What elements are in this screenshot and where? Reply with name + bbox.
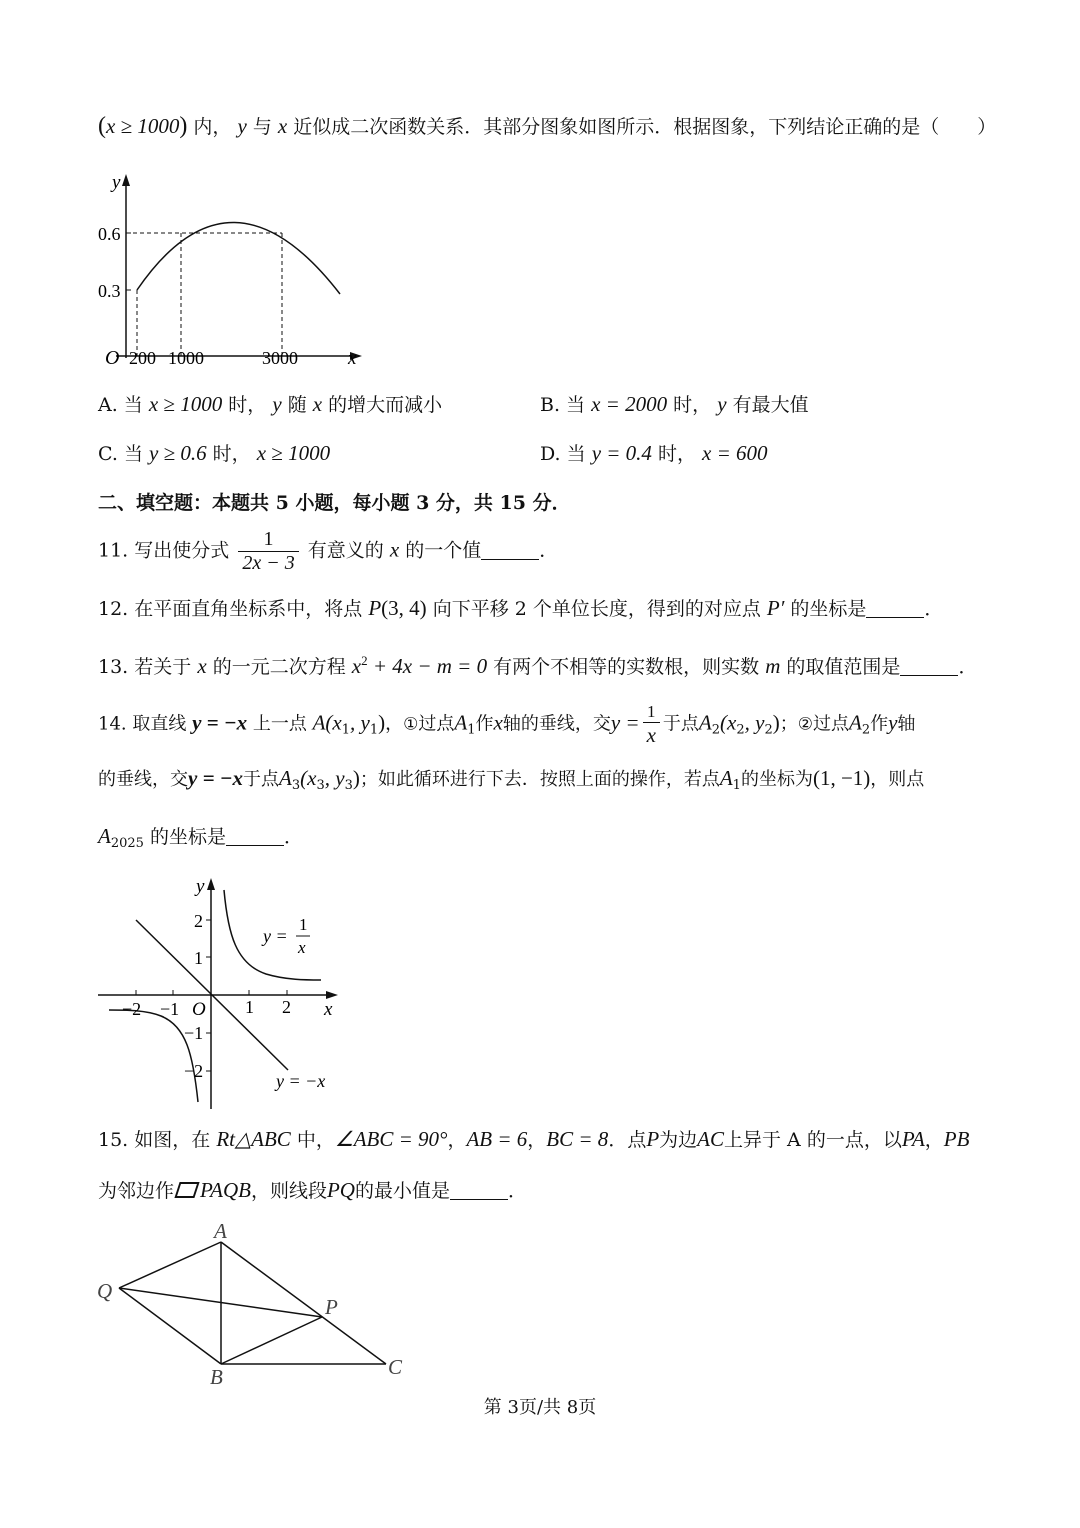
q14-a3-open: (x xyxy=(300,766,317,790)
q14-a-close: ) xyxy=(378,710,386,735)
q15-text5: ．点 xyxy=(608,1129,647,1151)
q14-sub2b: 2 xyxy=(764,722,773,738)
q15-ab: AB = 6 xyxy=(466,1127,528,1151)
q13 xyxy=(98,653,977,679)
q12-coords: (3, 4) xyxy=(381,596,427,620)
q10-text3: 近似成二次函数关系．其部分图象如图所示．根据图象，下列结论正确的是（ ） xyxy=(293,116,997,138)
q10-parabola-graph xyxy=(96,168,376,373)
q14-end: ． xyxy=(283,826,303,848)
q15-text7: 上异于 A 的一点，以 xyxy=(724,1129,902,1151)
q15-label-b: B xyxy=(210,1365,223,1388)
opt-b-cond: x = 2000 xyxy=(591,392,668,416)
q13-eq-sup: 2 xyxy=(361,653,368,668)
q10-y-label: y xyxy=(112,172,121,193)
q13-end: ． xyxy=(958,656,978,678)
q12-number: 12. xyxy=(98,598,129,620)
q13-eq-x: x xyxy=(351,654,362,678)
q12-text1: 在平面直角坐标系中，将点 xyxy=(134,598,363,620)
q14-text8: ； xyxy=(779,713,798,735)
q14-hyp-y: y = xyxy=(610,710,640,735)
q15-angle: ∠ABC = 90° xyxy=(334,1127,448,1151)
q11-frac-den: 2x − 3 xyxy=(242,552,295,574)
q15-text1: 如图，在 xyxy=(134,1129,211,1151)
q14-a2b-sub: 2 xyxy=(861,722,871,738)
q15-side-ac: AC xyxy=(697,1127,725,1151)
q14-xtick-label-m1: −1 xyxy=(160,999,180,1019)
q15-pa: PA xyxy=(901,1127,925,1151)
q10-option-c xyxy=(98,441,330,466)
q14-hyp-frac xyxy=(643,702,660,747)
q14-a1b: A xyxy=(719,766,733,790)
q14-text11: 轴 xyxy=(897,713,916,735)
q10-domain-condition: x ≥ 1000 xyxy=(106,114,180,138)
section-2-heading: 二、填空题：本题共 5 小题，每小题 3 分，共 15 分． xyxy=(98,492,571,514)
q15-number: 15. xyxy=(98,1129,129,1151)
q11-end: ． xyxy=(539,539,559,562)
q10-origin-label: O xyxy=(105,347,120,369)
q14-a1b-sub: 1 xyxy=(732,778,741,793)
q15-rt-triangle: Rt△ABC xyxy=(216,1127,291,1151)
q12-point-p: P xyxy=(368,596,382,620)
opt-c-label: C. 当 xyxy=(98,443,143,465)
q14-xtick-label-m2: −2 xyxy=(122,999,142,1019)
q14-l2-text1: 的垂线，交 xyxy=(98,769,188,790)
q10-text: 内， xyxy=(193,116,232,138)
q15-l2-text3: 的最小值是 xyxy=(354,1180,450,1202)
q11-answer-blank[interactable] xyxy=(481,541,539,560)
q15-seg-ac xyxy=(221,1242,386,1364)
q14-text4: 过点 xyxy=(418,713,455,735)
q14-a2025: A xyxy=(98,824,111,848)
q12-text2: 向下平移 2 个单位长度，得到的对应点 xyxy=(432,598,761,620)
q14-text9: 过点 xyxy=(812,713,849,735)
q11-frac-num: 1 xyxy=(238,528,298,552)
opt-d-res: x = 600 xyxy=(702,441,768,465)
q11-fraction xyxy=(238,528,298,575)
q12 xyxy=(98,596,943,621)
q10-text2: 与 xyxy=(252,116,272,138)
q14-line-label: y = −x xyxy=(276,1071,326,1091)
opt-c-mid: 时， xyxy=(212,443,251,465)
q14-a-mid: , y xyxy=(350,710,370,735)
q14-a2b: A xyxy=(848,710,862,735)
q11-text3: 的一个值 xyxy=(405,539,482,562)
q14-y-arrow xyxy=(207,878,215,890)
opt-a-mid: 时， xyxy=(228,394,267,416)
q15-text3: ， xyxy=(447,1129,467,1151)
q12-end: ． xyxy=(924,598,944,620)
q14-hyp-den: x xyxy=(646,722,656,747)
q14-xtick-label-2: 2 xyxy=(282,997,291,1017)
q15-point-p: P xyxy=(646,1127,660,1151)
q14-circle-2: ② xyxy=(797,714,813,735)
q14-l2-text5: ，则点 xyxy=(870,769,925,790)
q13-text2: 的一元二次方程 xyxy=(212,656,346,678)
q14-a3-sub: 3 xyxy=(291,778,301,793)
q14-text10: 作 xyxy=(870,713,889,735)
page-footer: 第 3页/共 8页 xyxy=(483,1397,597,1418)
q10-xtick-label-200: 200 xyxy=(129,348,156,368)
q14-text3: ， xyxy=(385,713,404,735)
q15-answer-blank[interactable] xyxy=(450,1181,508,1200)
q14-text1: 取直线 xyxy=(132,713,187,735)
q15-text4: ， xyxy=(527,1129,547,1151)
opt-a-rest1: 随 xyxy=(287,394,307,416)
q14-x-label: x xyxy=(324,999,333,1020)
q14-line2 xyxy=(98,766,924,794)
q14-a3: A xyxy=(279,766,292,790)
q15-l2-text1: 为邻边作 xyxy=(98,1180,175,1202)
q15-text2: 中， xyxy=(296,1129,335,1151)
q14-line1 xyxy=(98,702,915,747)
q11-text2: 有意义的 xyxy=(307,539,384,562)
q10-x-label: x xyxy=(348,348,357,369)
q14-l2-text4: 的坐标为 xyxy=(740,769,813,790)
q14-var-y: y xyxy=(888,710,898,735)
q15-label-a: A xyxy=(214,1219,227,1243)
q14-a2-open: (x xyxy=(720,710,737,735)
opt-d-cond: y = 0.4 xyxy=(591,441,652,465)
opt-a-cond: x ≥ 1000 xyxy=(148,392,223,416)
q15-text6: 为边 xyxy=(659,1129,698,1151)
q10-xtick-label-1000: 1000 xyxy=(168,348,204,368)
q14-sub3b: 3 xyxy=(344,778,353,793)
q15-text8: ， xyxy=(924,1129,944,1151)
q14-a2: A xyxy=(698,710,712,735)
opt-b-rest: 有最大值 xyxy=(732,394,809,416)
q15-line2 xyxy=(98,1178,527,1203)
q10-var-y: y xyxy=(237,114,247,138)
q14-l2-text2: 于点 xyxy=(243,769,280,790)
q10-var-x: x xyxy=(277,114,288,138)
q14-answer-blank[interactable] xyxy=(226,827,284,846)
q15-parallelogram-name: PAQB xyxy=(200,1178,251,1202)
q14-number: 14. xyxy=(98,713,127,735)
q13-text3: 有两个不相等的实数根，则实数 xyxy=(493,656,760,678)
q15-end: ． xyxy=(508,1180,528,1202)
q13-var-m: m xyxy=(765,654,781,678)
q13-text4: 的取值范围是 xyxy=(786,656,901,678)
q15-label-q: Q xyxy=(97,1279,113,1303)
q11-text1: 写出使分式 xyxy=(134,539,230,562)
q14-text5: 作 xyxy=(475,713,494,735)
q10-y-arrow xyxy=(122,174,130,186)
q14-l2-text3: ；如此循环进行下去．按照上面的操作，若点 xyxy=(359,769,720,790)
q14-ytick-label-1: 1 xyxy=(194,948,203,968)
q13-text1: 若关于 xyxy=(134,656,192,678)
q14-sub3: 3 xyxy=(316,778,325,793)
q14-y-label: y xyxy=(196,876,205,897)
q14-text2: 上一点 xyxy=(252,713,307,735)
opt-a-var: y xyxy=(272,392,282,416)
q14-var-x: x xyxy=(493,710,503,735)
q15-seg-qa xyxy=(119,1242,221,1288)
q15-pb: PB xyxy=(943,1127,970,1151)
q14-sub2: 2 xyxy=(736,722,745,738)
q14-a3-close: ) xyxy=(352,766,360,790)
opt-d-mid: 时， xyxy=(657,443,696,465)
opt-c-res: x ≥ 1000 xyxy=(256,441,331,465)
q14-hyp-num: 1 xyxy=(643,702,660,723)
q14-ytick-label-m2: −2 xyxy=(184,1061,204,1081)
q15-label-c: C xyxy=(388,1355,403,1379)
q14-line3 xyxy=(98,824,303,852)
q15-l2-text2: ，则线段 xyxy=(250,1180,327,1202)
q11 xyxy=(98,528,558,575)
q14-sub1b: 1 xyxy=(369,722,379,738)
q13-var-x: x xyxy=(197,654,207,678)
q14-a1-sub: 1 xyxy=(467,722,476,738)
q14-circle-1: ① xyxy=(403,714,419,735)
q14-graph xyxy=(96,874,346,1114)
q14-xtick-label-1: 1 xyxy=(245,997,254,1017)
opt-d-label: D. 当 xyxy=(540,443,586,465)
q10-option-d xyxy=(540,441,768,466)
q14-hyp-label-num: 1 xyxy=(299,915,308,934)
q14-line-eq: y = −x xyxy=(192,710,248,735)
q14-a2-close: ) xyxy=(772,710,780,735)
q14-l3-text: 的坐标是 xyxy=(149,826,226,848)
q14-hyp-label-den: x xyxy=(298,938,306,957)
q13-number: 13. xyxy=(98,656,129,678)
q15-figure xyxy=(94,1218,414,1388)
opt-c-cond: y ≥ 0.6 xyxy=(149,441,207,465)
q15-seg-bp xyxy=(221,1317,322,1364)
q15-pq: PQ xyxy=(326,1178,355,1202)
q13-answer-blank[interactable] xyxy=(900,657,958,676)
q14-origin-label: O xyxy=(192,999,206,1020)
q14-a2-mid: , y xyxy=(744,710,765,735)
q11-var-x: x xyxy=(389,537,400,562)
q15-bc: BC = 8 xyxy=(546,1127,609,1151)
q10-option-a xyxy=(98,392,442,417)
q14-a-coords-open: (x xyxy=(325,710,342,735)
q10-statement-line: (x ≥ 1000) 内， y 与 x 近似成二次函数关系．其部分图象如图所示．根据图象，下列结论正确的是（ ） xyxy=(98,113,997,139)
q15-line1 xyxy=(98,1127,969,1152)
q14-ytick-label-m1: −1 xyxy=(184,1023,204,1043)
q14-point-a: A xyxy=(312,710,326,735)
q14-hyp-label-y: y = xyxy=(263,926,288,946)
opt-b-label: B. 当 xyxy=(540,394,586,416)
q15-seg-qb xyxy=(119,1288,221,1364)
opt-a-label: A. 当 xyxy=(98,394,143,416)
q14-ytick-label-2: 2 xyxy=(194,911,203,931)
q12-point-p-prime: P′ xyxy=(766,596,785,620)
q12-text3: 的坐标是 xyxy=(790,598,867,620)
q14-l2-line-eq: y = −x xyxy=(188,766,244,790)
q11-number: 11. xyxy=(98,539,129,562)
q14-x-arrow xyxy=(326,991,338,999)
q14-sub1: 1 xyxy=(341,722,351,738)
q10-option-b xyxy=(540,392,809,417)
opt-b-mid: 时， xyxy=(673,394,712,416)
q10-ytick-label-06: 0.6 xyxy=(98,224,121,244)
opt-b-var: y xyxy=(717,392,727,416)
opt-a-rest2: 的增大而减小 xyxy=(328,394,443,416)
q14-a1: A xyxy=(454,710,468,735)
q14-a2025-sub: 2025 xyxy=(110,836,144,851)
q14-text7: 于点 xyxy=(662,713,699,735)
q14-a3-mid: , y xyxy=(324,766,345,790)
q14-text6: 轴的垂线，交 xyxy=(502,713,611,735)
q15-label-p: P xyxy=(325,1295,338,1319)
opt-a-var2: x xyxy=(312,392,323,416)
q14-a2-sub: 2 xyxy=(711,722,721,738)
q10-xtick-label-3000: 3000 xyxy=(262,348,298,368)
parallelogram-icon xyxy=(174,1182,199,1198)
q13-eq-rest: + 4x − m = 0 xyxy=(367,654,488,678)
q14-a1-coords: (1, −1) xyxy=(812,766,871,790)
q12-answer-blank[interactable] xyxy=(866,599,924,618)
q10-ytick-label-03: 0.3 xyxy=(98,281,121,301)
